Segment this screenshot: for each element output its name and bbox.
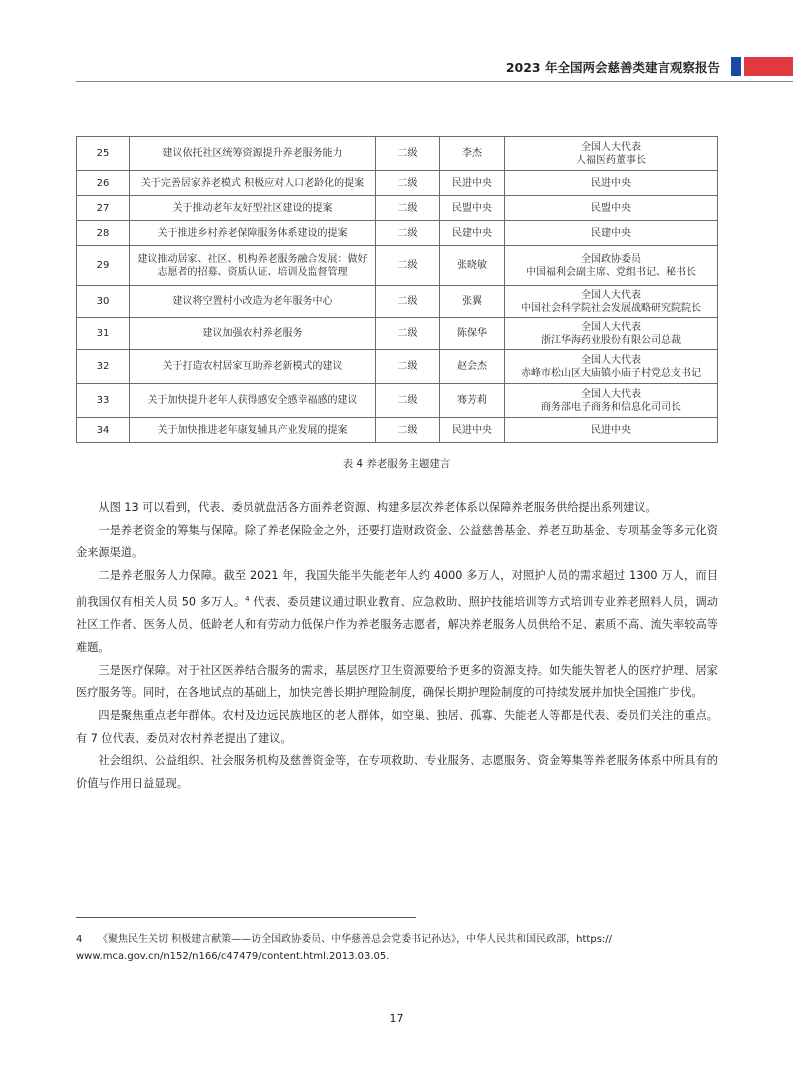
- table-row: [77, 384, 718, 418]
- table-caption: 表 4 养老服务主题建言: [342, 458, 451, 470]
- proposal-level: 二级: [376, 221, 440, 246]
- row-number: 30: [77, 286, 130, 318]
- proposal-table: [76, 136, 718, 443]
- table-row: [77, 196, 718, 221]
- proposal-level: 二级: [376, 246, 440, 286]
- proposer-name: 骞芳莉: [440, 384, 505, 418]
- proposer-affiliation: 全国政协委员 中国福利会副主席、党组书记、秘书长: [505, 246, 718, 286]
- proposer-affiliation: 全国人大代表 中国社会科学院社会发展战略研究院院长: [505, 286, 718, 318]
- proposer-name: 民进中央: [440, 418, 505, 443]
- proposer-affiliation: 全国人大代表 人福医药董事长: [505, 137, 718, 171]
- proposal-level: 二级: [376, 350, 440, 384]
- paragraph-social-organizations: 社会组织、公益组织、社会服务机构及慈善资金等，在专项救助、专业服务、志愿服务、资金筹集等养老服务体系中所具有的价值与作用日益显现。: [76, 754, 718, 791]
- proposal-level: 二级: [376, 137, 440, 171]
- proposal-title: 关于推进乡村养老保障服务体系建设的提案: [130, 221, 376, 246]
- table-row: [77, 418, 718, 443]
- proposer-affiliation: 全国人大代表 赤峰市松山区大庙镇小庙子村党总支书记: [505, 350, 718, 384]
- table-row: [77, 221, 718, 246]
- proposal-title: 关于推动老年友好型社区建设的提案: [130, 196, 376, 221]
- row-number: 28: [77, 221, 130, 246]
- row-number: 29: [77, 246, 130, 286]
- proposal-title: 建议加强农村养老服务: [130, 318, 376, 350]
- proposal-level: 二级: [376, 171, 440, 196]
- proposal-title: 关于打造农村居家互助养老新模式的建议: [130, 350, 376, 384]
- proposer-affiliation: 全国人大代表 浙江华海药业股份有限公司总裁: [505, 318, 718, 350]
- table-row: [77, 350, 718, 384]
- footnote-text: 《聚焦民生关切 积极建言献策——访全国政协委员、中华慈善总会党委书记孙达》，中华人民共和国民政部，https://: [98, 934, 613, 945]
- proposer-name: 赵会杰: [440, 350, 505, 384]
- proposer-name: 李杰: [440, 137, 505, 171]
- proposer-name: 民盟中央: [440, 196, 505, 221]
- footnote-reference[interactable]: 4: [245, 594, 250, 603]
- paragraph-funding: 一是养老资金的筹集与保障。除了养老保险金之外，还要打造财政资金、公益慈善基金、养老互助基金、专项基金等多元化资金来源渠道。: [76, 523, 718, 560]
- row-number: 27: [77, 196, 130, 221]
- proposer-affiliation: 民建中央: [505, 221, 718, 246]
- proposal-title: 关于加快提升老年人获得感安全感幸福感的建议: [130, 384, 376, 418]
- table-row: [77, 137, 718, 171]
- proposer-name: 民建中央: [440, 221, 505, 246]
- proposer-affiliation: 民进中央: [505, 418, 718, 443]
- row-number: 31: [77, 318, 130, 350]
- proposer-name: 陈保华: [440, 318, 505, 350]
- table-row: [77, 171, 718, 196]
- header-red-flag-block: [744, 57, 793, 76]
- row-number: 25: [77, 137, 130, 171]
- footnote-divider: [76, 917, 416, 918]
- table-row: [77, 286, 718, 318]
- proposer-name: 民进中央: [440, 171, 505, 196]
- proposal-level: 二级: [376, 196, 440, 221]
- proposal-title: 建议依托社区统筹资源提升养老服务能力: [130, 137, 376, 171]
- footnote-url[interactable]: www.mca.gov.cn/n152/n166/c47479/content.html.2013.03.05.: [76, 951, 390, 962]
- proposal-title: 建议推动居家、社区、机构养老服务融合发展：做好志愿者的招募、资质认证、培训及监督管理: [130, 246, 376, 286]
- paragraph-intro: 从图 13 可以看到，代表、委员就盘活各方面养老资源、构建多层次养老体系以保障养老服务供给提出系列建议。: [98, 501, 657, 514]
- proposal-level: 二级: [376, 318, 440, 350]
- proposer-name: 张翼: [440, 286, 505, 318]
- proposer-affiliation: 民进中央: [505, 171, 718, 196]
- report-header-title: 2023 年全国两会慈善类建言观察报告: [505, 60, 720, 75]
- proposal-title: 建议将空置村小改造为老年服务中心: [130, 286, 376, 318]
- paragraph-key-groups: 四是聚焦重点老年群体。农村及边远民族地区的老人群体，如空巢、独居、孤寡、失能老人等都是代表、委员们关注的重点。有 7 位代表、委员对农村养老提出了建议。: [76, 709, 718, 745]
- proposal-level: 二级: [376, 418, 440, 443]
- paragraph-workforce-part2: 代表、委员建议通过职业教育、应急救助、照护技能培训等方式培训专业养老照料人员，调动社区工作者、医务人员、低龄老人和有劳动力低保户作为养老服务志愿者，解决养老服务人员供给不足、素质不高、流失率较高等难题。: [76, 595, 718, 654]
- proposal-title: 关于加快推进老年康复辅具产业发展的提案: [130, 418, 376, 443]
- proposal-level: 二级: [376, 384, 440, 418]
- footnote-number: 4: [76, 934, 83, 945]
- proposer-name: 张晓敏: [440, 246, 505, 286]
- proposal-title: 关于完善居家养老模式 积极应对人口老龄化的提案: [130, 171, 376, 196]
- paragraph-workforce-part1: 二是养老服务人力保障。截至 2021 年，我国失能半失能老年人约 4000 多万人，对照护人员的需求超过 1300 万人，而目前我国仅有相关人员 50 多万人。: [76, 569, 718, 609]
- row-number: 26: [77, 171, 130, 196]
- row-number: 32: [77, 350, 130, 384]
- table-row: [77, 318, 718, 350]
- header-blue-flag-block: [731, 57, 741, 76]
- row-number: 34: [77, 418, 130, 443]
- proposer-affiliation: 民盟中央: [505, 196, 718, 221]
- table-row: [77, 246, 718, 286]
- body-text: [76, 497, 718, 796]
- page-number: 17: [389, 1012, 404, 1025]
- footnote: [76, 931, 718, 965]
- footnote-line-1: [76, 931, 718, 948]
- paragraph-medical: 三是医疗保障。对于社区医养结合服务的需求，基层医疗卫生资源要给予更多的资源支持。如失能失智老人的医疗护理、居家医疗服务等。同时，在各地试点的基础上，加快完善长期护理险制度，确保长期护理险制度的可持续发展并加快全国推广步伐。: [76, 663, 718, 700]
- header-divider: [76, 81, 793, 82]
- proposer-affiliation: 全国人大代表 商务部电子商务和信息化司司长: [505, 384, 718, 418]
- paragraph-workforce: [76, 565, 718, 660]
- proposal-level: 二级: [376, 286, 440, 318]
- row-number: 33: [77, 384, 130, 418]
